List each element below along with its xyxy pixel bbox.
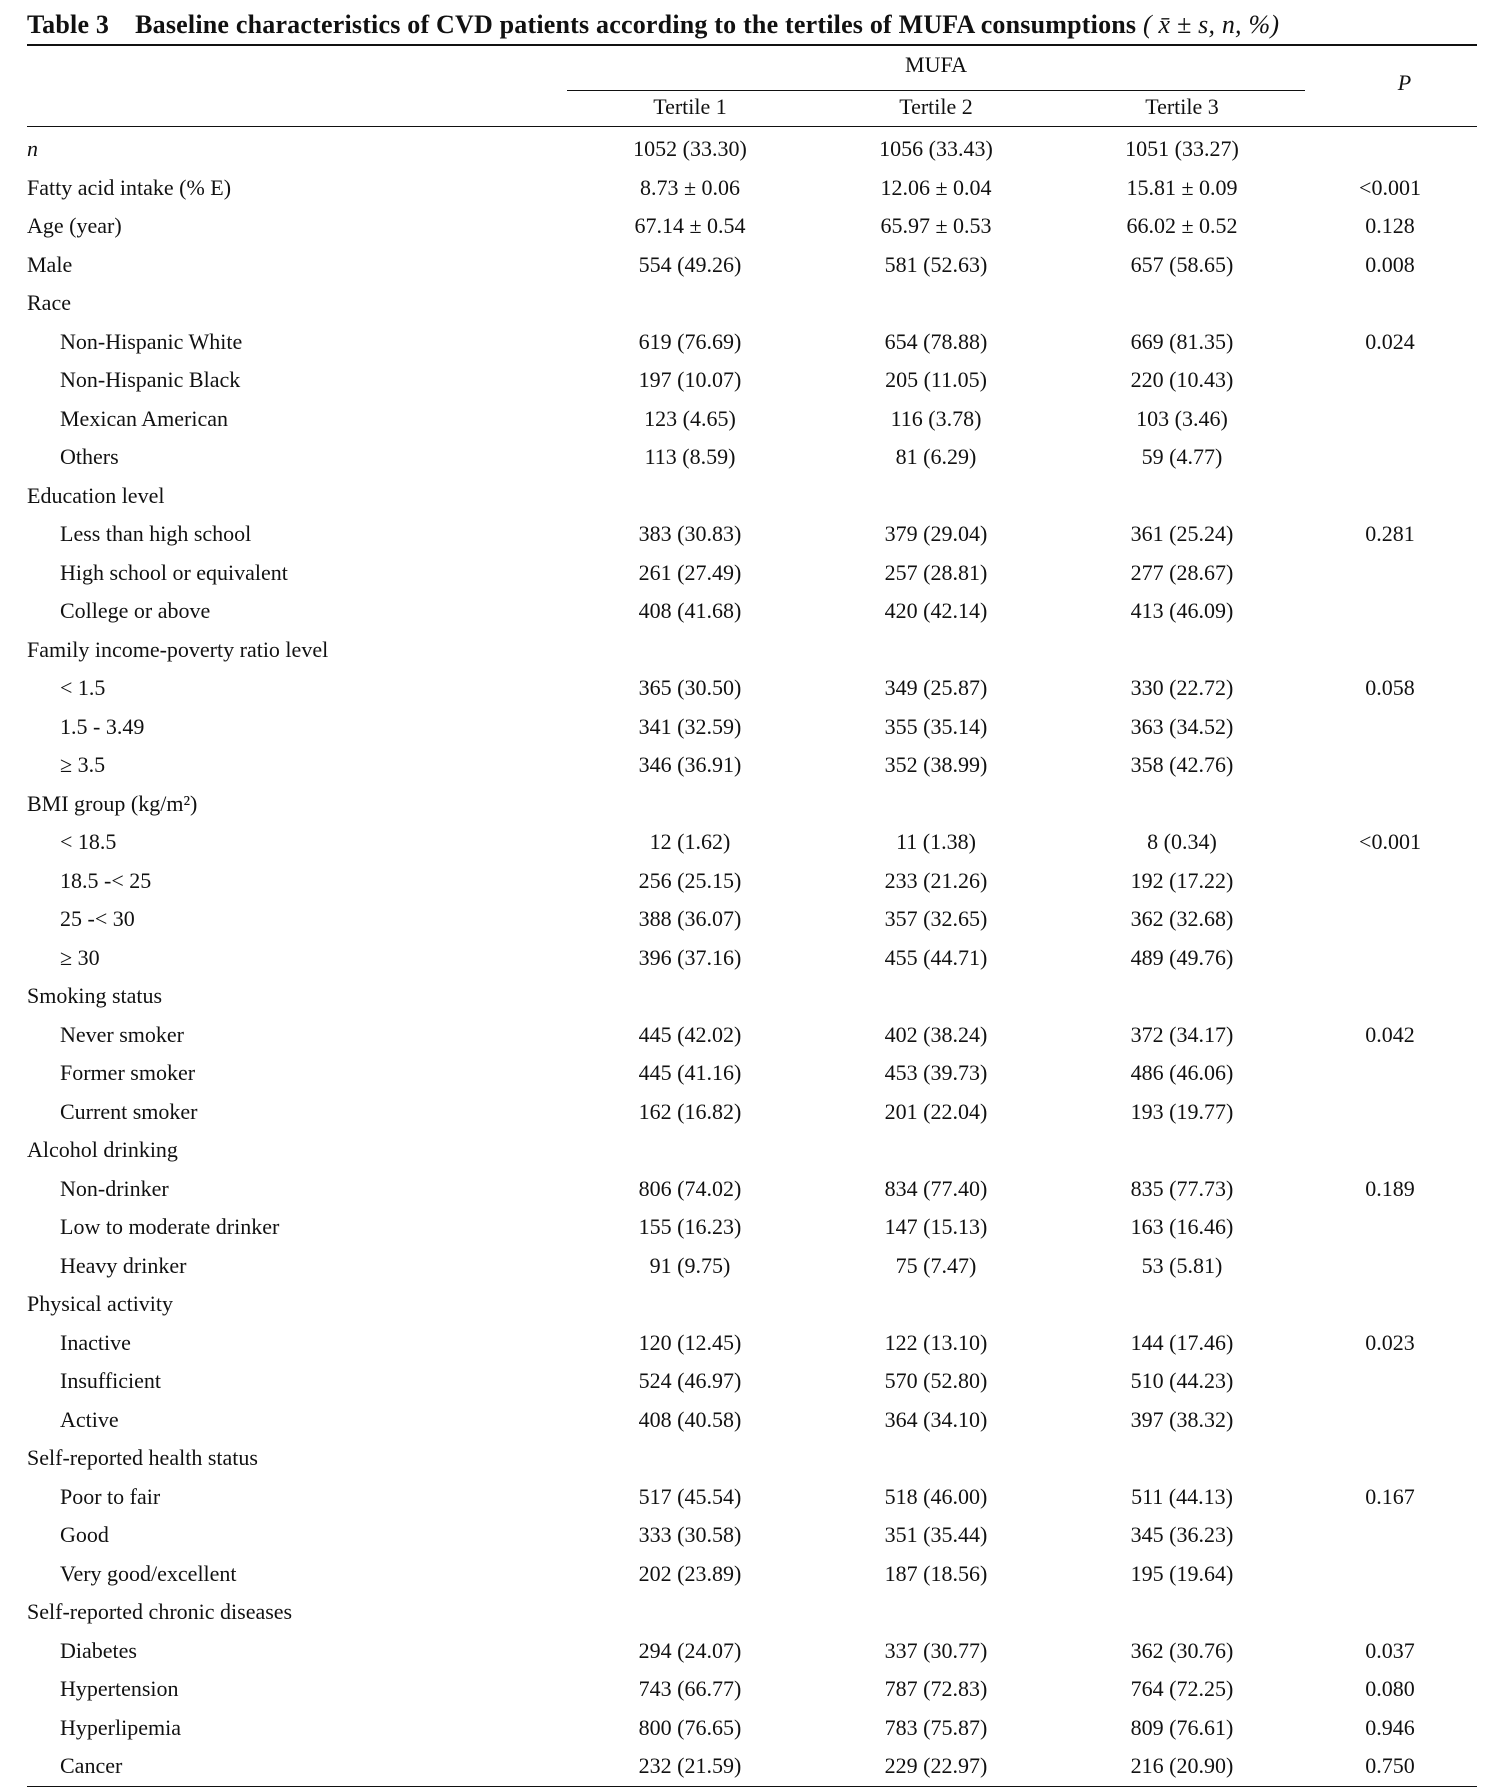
table-row [27,246,1477,285]
cell-p-value: 0.023 [1365,1329,1415,1355]
table-row [27,323,1477,362]
cell-tertile-2: 147 (15.13) [884,1214,988,1239]
row-label: Insufficient [60,1368,162,1393]
cell-tertile-1: 743 (66.77) [638,1676,742,1701]
cell-tertile-3: 764 (72.25) [1130,1676,1234,1701]
cell-tertile-3: 489 (49.76) [1130,944,1234,970]
cell-tertile-2: 75 (7.47) [895,1252,977,1278]
cell-tertile-1: 524 (46.97) [638,1368,742,1393]
table-row [27,1093,1477,1132]
row-label: 18.5 -< 25 [60,867,152,893]
cell-tertile-1: 123 (4.65) [644,405,736,431]
cell-tertile-1: 554 (49.26) [638,251,742,277]
row-label: Education level [27,482,165,508]
cell-tertile-1: 445 (42.02) [638,1021,742,1047]
header-p-value: P [1397,70,1412,95]
cell-p-value [1305,862,1465,901]
cell-p-value [1305,939,1465,978]
cell-tertile-2: 518 (46.00) [884,1483,988,1509]
cell-tertile-3: 511 (44.13) [1131,1483,1233,1509]
cell-tertile-1: 261 (27.49) [638,559,742,585]
cell-p-value: 0.058 [1365,675,1415,700]
cell-p-value [1305,1054,1465,1093]
table-row [27,592,1477,631]
table-row [27,207,1477,246]
row-label: Former smoker [60,1060,196,1085]
cell-tertile-2: 233 (21.26) [884,867,988,893]
cell-tertile-2: 402 (38.24) [884,1021,988,1047]
cell-p-value [1305,977,1465,1016]
cell-p-value [1305,1439,1465,1478]
cell-tertile-3: 358 (42.76) [1130,752,1234,777]
table-row [27,977,1477,1016]
cell-tertile-1: 619 (76.69) [638,328,742,354]
cell-tertile-1: 294 (24.07) [638,1637,742,1663]
cell-p-value: 0.042 [1365,1021,1415,1047]
cell-tertile-2: 205 (11.05) [885,367,987,392]
table-row [27,1131,1477,1170]
cell-p-value [1305,1093,1465,1132]
cell-tertile-3: 163 (16.46) [1130,1214,1234,1239]
cell-tertile-1: 333 (30.58) [638,1522,742,1547]
cell-tertile-1: 365 (30.50) [638,675,742,700]
cell-tertile-1: 388 (36.07) [638,906,742,931]
cell-tertile-3: 216 (20.90) [1130,1753,1234,1778]
cell-p-value [1305,1593,1465,1632]
table-row [27,1439,1477,1478]
row-label: Self-reported chronic diseases [27,1599,293,1624]
cell-tertile-2 [813,631,1059,670]
row-label: Never smoker [60,1021,185,1047]
cell-tertile-1 [567,977,813,1016]
row-label: ≥ 30 [60,944,100,970]
table-row [27,1593,1477,1632]
row-label: < 18.5 [60,829,117,854]
row-label: < 1.5 [60,675,106,700]
cell-tertile-2: 187 (18.56) [884,1560,988,1586]
row-label: Active [60,1406,119,1432]
cell-p-value: 0.750 [1365,1753,1415,1778]
table-row [27,708,1477,747]
cell-tertile-3: 53 (5.81) [1141,1252,1223,1278]
table-row [27,1170,1477,1209]
cell-p-value [1305,477,1465,516]
cell-tertile-3 [1059,1593,1305,1632]
cell-p-value [1305,746,1465,785]
table-row [27,1709,1477,1748]
cell-tertile-3: 192 (17.22) [1130,867,1234,893]
cell-tertile-1: 396 (37.16) [638,944,742,970]
table-row [27,1016,1477,1055]
row-label: Inactive [60,1329,131,1355]
cell-tertile-2: 654 (78.88) [884,328,988,354]
cell-tertile-2: 351 (35.44) [884,1522,988,1547]
table-row [27,477,1477,516]
row-label: Hyperlipemia [60,1714,181,1740]
row-label: Hypertension [60,1676,179,1701]
cell-tertile-1: 12 (1.62) [649,829,731,854]
cell-p-value: <0.001 [1359,174,1421,200]
table-row [27,361,1477,400]
row-label: Cancer [60,1753,123,1778]
cell-tertile-2: 116 (3.78) [890,405,982,431]
cell-tertile-2: 337 (30.77) [884,1637,988,1663]
cell-tertile-3: 103 (3.46) [1136,405,1228,431]
cell-tertile-2: 453 (39.73) [884,1060,988,1085]
cell-tertile-1: 162 (16.82) [638,1098,742,1124]
cell-p-value: 0.024 [1365,328,1415,354]
table-row [27,823,1477,862]
cell-tertile-3: 144 (17.46) [1130,1329,1234,1355]
row-label: 25 -< 30 [60,906,135,931]
cell-tertile-1 [567,284,813,323]
cell-tertile-2: 11 (1.38) [896,829,976,854]
cell-tertile-3 [1059,631,1305,670]
cell-p-value: 0.080 [1365,1676,1415,1701]
cell-tertile-2: 355 (35.14) [884,713,988,739]
cell-tertile-3: 193 (19.77) [1130,1098,1234,1124]
cell-p-value [1305,1516,1465,1555]
table-row [27,438,1477,477]
cell-tertile-1: 341 (32.59) [638,713,742,739]
cell-p-value [1305,1285,1465,1324]
table-row [27,862,1477,901]
table-label: Table 3 [27,10,110,39]
cell-tertile-2: 122 (13.10) [884,1329,988,1355]
row-label: Good [60,1522,109,1547]
cell-tertile-3: 1051 (33.27) [1125,136,1239,161]
cell-tertile-1: 197 (10.07) [638,367,742,392]
cell-p-value: 0.189 [1365,1175,1415,1201]
table-row [27,1247,1477,1286]
row-label: Alcohol drinking [27,1137,178,1162]
cell-tertile-3 [1059,284,1305,323]
cell-tertile-3: 66.02 ± 0.52 [1126,213,1238,238]
cell-p-value: <0.001 [1359,829,1421,854]
cell-tertile-2: 787 (72.83) [884,1676,988,1701]
row-label: Smoking status [27,983,163,1008]
cell-p-value [1305,1401,1465,1440]
cell-tertile-2: 65.97 ± 0.53 [880,213,992,238]
cell-tertile-2 [813,477,1059,516]
table-row [27,1478,1477,1517]
table-row [27,400,1477,439]
cell-p-value: 0.946 [1365,1714,1415,1740]
cell-tertile-1 [567,1593,813,1632]
table-row [27,1401,1477,1440]
cell-p-value [1305,592,1465,631]
cell-p-value: 0.037 [1365,1637,1415,1663]
cell-tertile-1: 408 (40.58) [638,1406,742,1432]
cell-tertile-3: 361 (25.24) [1130,521,1234,546]
cell-tertile-2: 12.06 ± 0.04 [880,174,992,200]
cell-tertile-1: 800 (76.65) [638,1714,742,1740]
cell-tertile-2 [813,785,1059,824]
cell-tertile-2: 364 (34.10) [884,1406,988,1432]
cell-tertile-3: 362 (32.68) [1130,906,1234,931]
cell-p-value [1305,554,1465,593]
header-tertile-2: Tertile 2 [899,94,973,119]
cell-tertile-1 [567,477,813,516]
row-label: Diabetes [60,1637,137,1663]
row-label: Low to moderate drinker [60,1214,280,1239]
cell-tertile-1 [567,1131,813,1170]
row-label: Race [27,290,71,315]
row-label: Poor to fair [60,1483,161,1509]
cell-tertile-3: 59 (4.77) [1141,444,1223,469]
table-body [27,130,1477,1786]
cell-tertile-1: 383 (30.83) [638,521,742,546]
cell-p-value [1305,900,1465,939]
cell-p-value [1305,284,1465,323]
table-row [27,1747,1477,1786]
cell-tertile-1: 256 (25.15) [638,867,742,893]
cell-tertile-2: 1056 (33.43) [879,136,993,161]
cell-tertile-1: 346 (36.91) [638,752,742,777]
table-row [27,554,1477,593]
cell-p-value [1305,1131,1465,1170]
cell-tertile-3: 15.81 ± 0.09 [1126,174,1238,200]
cell-tertile-2: 357 (32.65) [884,906,988,931]
cell-p-value [1305,708,1465,747]
bottom-rule [27,1786,1477,1787]
cell-tertile-2: 570 (52.80) [884,1368,988,1393]
cell-tertile-3: 372 (34.17) [1130,1021,1234,1047]
cell-tertile-1 [567,631,813,670]
cell-p-value [1305,130,1465,169]
header-group-rule [567,90,1305,91]
table-row [27,669,1477,708]
table-stat-notation: ( x̄ ± s, n, %) [1142,10,1280,39]
cell-tertile-1: 120 (12.45) [638,1329,742,1355]
table-title: Baseline characteristics of CVD patients according to the tertiles of MUFA consumptions [135,10,1137,39]
cell-tertile-1 [567,1285,813,1324]
table-row [27,939,1477,978]
cell-p-value [1305,785,1465,824]
cell-tertile-1: 445 (41.16) [638,1060,742,1085]
cell-tertile-1: 517 (45.54) [638,1483,742,1509]
table-row [27,284,1477,323]
cell-tertile-3 [1059,477,1305,516]
row-label: Less than high school [60,521,252,546]
table-row [27,1632,1477,1671]
row-label: Others [60,444,119,469]
table-row [27,169,1477,208]
row-label: Non-drinker [60,1175,169,1201]
table-row [27,900,1477,939]
cell-tertile-3: 657 (58.65) [1130,251,1234,277]
cell-tertile-1 [567,1439,813,1478]
row-label: Non-Hispanic White [60,328,243,354]
cell-p-value: 0.128 [1365,213,1415,238]
table-row [27,1285,1477,1324]
table-row [27,631,1477,670]
cell-tertile-3 [1059,785,1305,824]
row-label: College or above [60,598,211,623]
cell-tertile-3: 486 (46.06) [1130,1060,1234,1085]
row-label: High school or equivalent [60,559,288,585]
table-row [27,515,1477,554]
cell-tertile-1: 113 (8.59) [644,444,736,469]
cell-p-value: 0.281 [1365,521,1415,546]
cell-tertile-2 [813,1593,1059,1632]
cell-tertile-3 [1059,1131,1305,1170]
cell-tertile-3: 220 (10.43) [1130,367,1234,392]
table-caption [27,8,1477,44]
cell-p-value [1305,438,1465,477]
cell-tertile-3: 8 (0.34) [1147,829,1217,854]
cell-p-value [1305,361,1465,400]
cell-tertile-2: 581 (52.63) [884,251,988,277]
row-label: n [27,136,38,161]
cell-p-value [1305,1208,1465,1247]
cell-tertile-2: 455 (44.71) [884,944,988,970]
header-tertile-3: Tertile 3 [1145,94,1219,119]
cell-tertile-1: 91 (9.75) [649,1252,731,1278]
table-row [27,1054,1477,1093]
cell-p-value [1305,631,1465,670]
cell-tertile-1: 67.14 ± 0.54 [634,213,746,238]
row-label: Fatty acid intake (% E) [27,174,232,200]
cell-p-value: 0.008 [1365,251,1415,277]
cell-tertile-3: 363 (34.52) [1130,713,1234,739]
table-row [27,1555,1477,1594]
table-row [27,785,1477,824]
cell-tertile-3: 195 (19.64) [1130,1560,1234,1586]
cell-p-value [1305,400,1465,439]
cell-tertile-1: 202 (23.89) [638,1560,742,1586]
table-row [27,1516,1477,1555]
row-label: Self-reported health status [27,1445,258,1470]
table-row [27,1362,1477,1401]
cell-tertile-2: 834 (77.40) [884,1175,988,1201]
cell-tertile-2: 379 (29.04) [884,521,988,546]
cell-tertile-3: 809 (76.61) [1130,1714,1234,1740]
header-tertile-1: Tertile 1 [653,94,727,119]
cell-tertile-1: 1052 (33.30) [633,136,747,161]
cell-tertile-3 [1059,1439,1305,1478]
cell-tertile-2 [813,1285,1059,1324]
cell-tertile-1 [567,785,813,824]
table-page [27,8,1477,1787]
cell-tertile-3: 413 (46.09) [1130,598,1234,623]
cell-tertile-2 [813,1439,1059,1478]
cell-tertile-3: 277 (28.67) [1130,559,1234,585]
row-label: Age (year) [27,213,122,238]
cell-p-value [1305,1362,1465,1401]
header-group-mufa: MUFA [905,52,967,77]
cell-tertile-2: 349 (25.87) [884,675,988,700]
cell-tertile-3 [1059,977,1305,1016]
header-rule [27,126,1477,127]
cell-p-value [1305,1555,1465,1594]
cell-tertile-1: 155 (16.23) [638,1214,742,1239]
table-header [27,46,1477,126]
table-row [27,746,1477,785]
table-row [27,1324,1477,1363]
cell-tertile-2 [813,1131,1059,1170]
cell-tertile-2: 257 (28.81) [884,559,988,585]
row-label: Non-Hispanic Black [60,367,241,392]
row-label: Family income-poverty ratio level [27,636,329,662]
row-label: BMI group (kg/m²) [27,790,198,816]
cell-tertile-2: 81 (6.29) [895,444,977,469]
row-label: Heavy drinker [60,1252,187,1278]
row-label: ≥ 3.5 [60,752,106,777]
cell-tertile-2: 783 (75.87) [884,1714,988,1740]
cell-p-value: 0.167 [1365,1483,1415,1509]
cell-tertile-3: 330 (22.72) [1130,675,1234,700]
table-row [27,1208,1477,1247]
cell-tertile-3: 345 (36.23) [1130,1522,1234,1547]
cell-tertile-1: 8.73 ± 0.06 [639,174,741,200]
row-label: 1.5 - 3.49 [60,713,145,739]
cell-tertile-2 [813,284,1059,323]
cell-tertile-1: 232 (21.59) [638,1753,742,1778]
cell-tertile-2: 229 (22.97) [884,1753,988,1778]
row-label: Very good/excellent [60,1560,237,1586]
row-label: Current smoker [60,1098,198,1124]
cell-p-value [1305,1247,1465,1286]
cell-tertile-2: 201 (22.04) [884,1098,988,1124]
row-label: Male [27,251,73,277]
row-label: Physical activity [27,1291,174,1316]
cell-tertile-3: 397 (38.32) [1130,1406,1234,1432]
cell-tertile-2: 420 (42.14) [884,598,988,623]
cell-tertile-3: 362 (30.76) [1130,1637,1234,1663]
cell-tertile-1: 806 (74.02) [638,1175,742,1201]
cell-tertile-3 [1059,1285,1305,1324]
table-row [27,130,1477,169]
cell-tertile-3: 510 (44.23) [1130,1368,1234,1393]
table-row [27,1670,1477,1709]
row-label: Mexican American [60,405,228,431]
cell-tertile-2 [813,977,1059,1016]
cell-tertile-1: 408 (41.68) [638,598,742,623]
cell-tertile-3: 669 (81.35) [1130,328,1234,354]
cell-tertile-3: 835 (77.73) [1130,1175,1234,1201]
cell-tertile-2: 352 (38.99) [884,752,988,777]
